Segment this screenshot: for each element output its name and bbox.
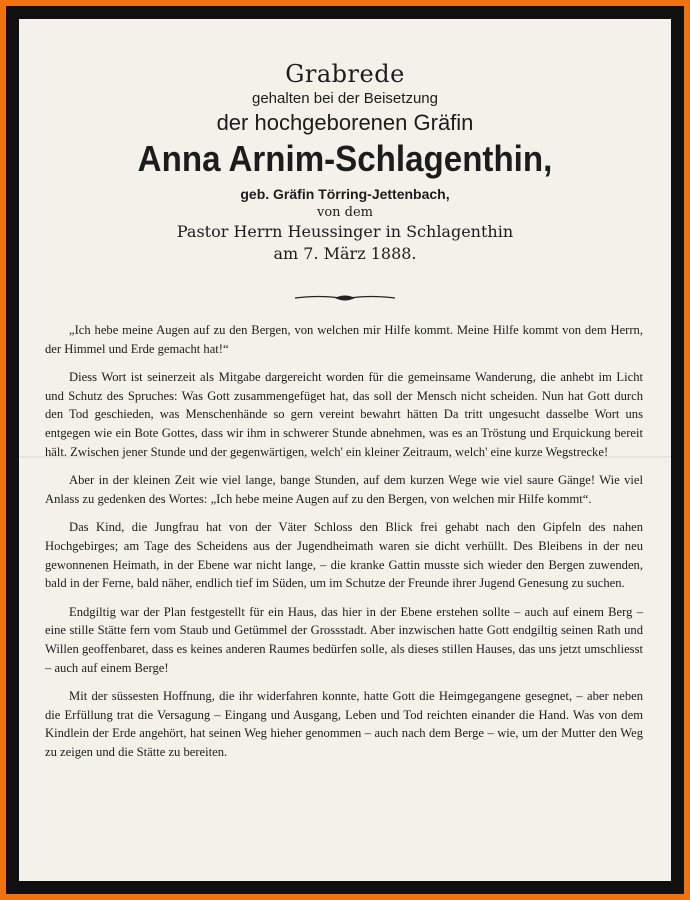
paragraph: Mit der süssesten Hoffnung, die ihr widerfahren konnte, hatte Gott die Heimgegangene gesegnet, – aber neben die Erfüllung trat die Versagung – Eingang und Ausgang, Leben und Tod reichten einander die Hand. Was von dem Kindlein der Erde angehört, hat seinen Weg hieher genommen – auch nach dem Berge – wie, um der Mutter den Weg zu zeigen und die Stätte zu bereiten. [45, 689, 643, 759]
date-line: am 7. März 1888. [273, 244, 417, 263]
paragraph: Endgiltig war der Plan festgestellt für ein Haus, das hier in der Ebene erstehen sollte – auch auf einem Berg – eine stille Stätte fern vom Staub und Getümmel der Grossstadt. Aber inzwischen hatte Gott endgiltig seinen Rath und Willen geoffenbaret, dass es keines anderen Raumes bedürfen solle, als dieses stillen Hauses, das uns jetzt umschliesst – auch auf einem Berge! [45, 604, 643, 675]
speech-body [45, 321, 643, 771]
deceased-name: Anna Arnim-Schlagenthin, [137, 138, 553, 179]
pastor-line: Pastor Herrn Heussinger in Schlagenthin [176, 222, 514, 241]
document-heading [19, 59, 671, 265]
document-title: Grabrede [285, 60, 405, 88]
paragraph: Diess Wort ist seinerzeit als Mitgabe dargereicht worden für die gemeinsame Wanderung, die anhebt im Licht und Schutz des Spruches: Was Gott zusammengefüget hat, das soll der Mensch nicht scheiden. Nun hat Gott durch den Tod geschieden, was Menschenhände so gern vereint bewahrt hätten Da tritt ungesucht dasselbe Wort uns entgegen wie ein Bote Gottes, dass wir ihm in schwerer Stunde abnehmen, was es an Tröstung und Erquickung bereit hält. Zwischen jener Stunde und der gegenwärtigen, welch' ein kleiner Zeitraum, welch' eine kurze Wegstrecke! [45, 370, 643, 459]
paragraph: „Ich hebe meine Augen auf zu den Bergen, von welchen mir Hilfe kommt. Meine Hilfe kommt von dem Herrn, der Himmel und Erde gemacht hat!“ [45, 323, 643, 356]
paragraph: Aber in der kleinen Zeit wie viel lange, bange Stunden, auf dem kurzen Wege wie viel saure Gänge! Wie viel Anlass zu gedenken des Wortes: „Ich hebe meine Augen auf zu den Bergen, von welchen mir Hilfe kommt“. [45, 473, 643, 506]
subtitle-line: gehalten bei der Beisetzung [252, 90, 438, 107]
document-page [19, 19, 671, 881]
mourning-border [6, 6, 684, 894]
subtitle-line-2: der hochgeborenen Gräfin [216, 110, 474, 135]
maiden-name: geb. Gräfin Törring-Jettenbach, [240, 186, 450, 202]
von-dem-line: von dem [316, 205, 374, 220]
paragraph: Das Kind, die Jungfrau hat von der Väter Schloss den Blick frei gehabt nach den Gipfeln des nahen Hochgebirges; am Tage des Scheidens aus der Jugendheimath waren sie dicht verhüllt. Des Bleibens in der neu gewonnenen Heimath, in der Ebene war nicht lange, – die kranke Gattin musste sich wieder den Bergen zuwenden, bald in der Ferne, bald näher, endlich tief im Süden, um im Schutze der Freunde ihrer Jugend Genesung zu suchen. [45, 520, 643, 591]
flourish-icon [295, 293, 395, 303]
